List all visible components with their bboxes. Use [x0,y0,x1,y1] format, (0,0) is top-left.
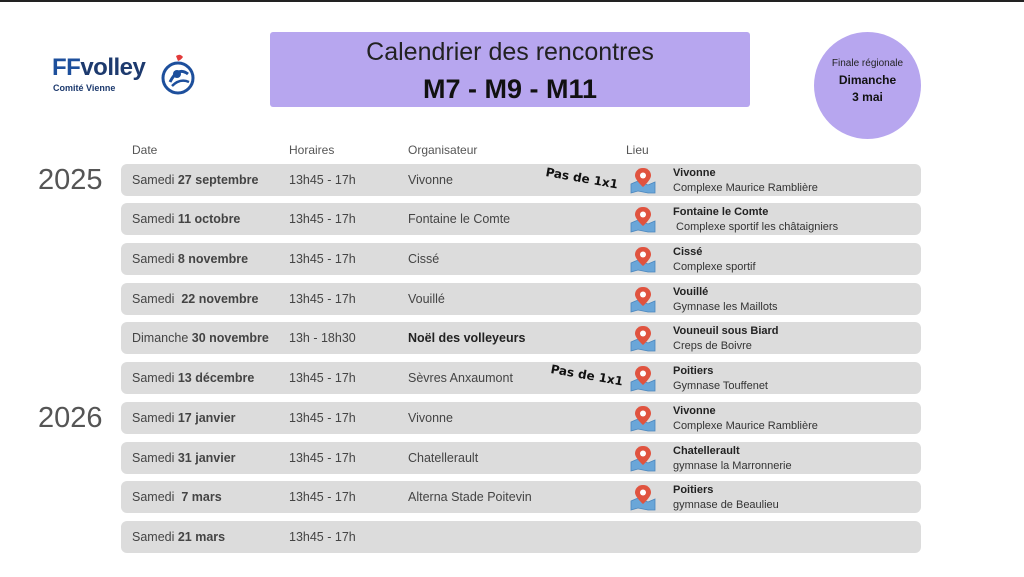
no-1x1-stamp: Pas de 1x1 [549,362,625,389]
row-day-month: 30 novembre [191,331,269,345]
table-row [121,442,921,474]
year-2025: 2025 [38,164,103,196]
row-weekday: Samedi [132,212,178,226]
row-hours: 13h45 - 17h [289,530,356,544]
title-categories: M7 - M9 - M11 [422,74,598,104]
row-day-month: 21 mars [177,530,226,544]
row-day-month: 8 novembre [177,252,249,266]
row-city: Vouillé [673,286,709,298]
table-row [121,203,921,235]
row-organizer: Alterna Stade Poitevin [408,490,532,504]
map-pin-icon[interactable] [628,205,658,233]
row-hours: 13h45 - 17h [289,292,356,306]
row-date [132,411,236,425]
row-city: Vivonne [673,405,716,417]
map-pin-icon[interactable] [628,444,658,472]
header-organisateur: Organisateur [408,143,478,157]
logo-subtitle: Comité Vienne [53,83,116,93]
table-row [121,283,921,315]
rooster-logo-icon [156,52,200,96]
row-organizer: Fontaine le Comte [408,212,511,226]
table-row [121,362,921,394]
row-hours: 13h45 - 17h [289,173,356,187]
row-weekday: Samedi [132,490,182,504]
row-day-month: 31 janvier [177,451,236,465]
row-day-month: 17 janvier [177,411,236,425]
table-row [121,402,921,434]
row-city: Vivonne [673,167,716,179]
row-hours: 13h - 18h30 [289,331,356,345]
no-1x1-stamp: Pas de 1x1 [544,165,620,192]
row-day-month: 11 octobre [177,212,241,226]
top-border [0,0,1024,2]
table-row [121,322,921,354]
row-venue: Creps de Boivre [673,340,752,352]
row-city: Vouneuil sous Biard [673,325,779,337]
row-hours: 13h45 - 17h [289,411,356,425]
row-day-month: 22 novembre [181,292,259,306]
finale-day: Dimanche [838,73,897,87]
header-date: Date [132,143,158,157]
row-venue: gymnase de Beaulieu [673,499,779,511]
row-organizer: Cissé [408,252,440,266]
map-pin-icon[interactable] [628,285,658,313]
row-weekday: Samedi [132,252,178,266]
row-date [132,173,258,187]
row-date [132,292,258,306]
row-date [132,530,225,544]
row-date [132,451,236,465]
row-weekday: Dimanche [132,331,192,345]
table-row [121,521,921,553]
map-pin-icon[interactable] [628,404,658,432]
row-venue: Complexe Maurice Ramblière [673,182,818,194]
table-row [121,481,921,513]
year-2026: 2026 [38,402,103,434]
row-hours: 13h45 - 17h [289,490,356,504]
row-organizer: Vivonne [408,411,453,425]
row-organizer: Sèvres Anxaumont [408,371,513,385]
logo-volley: volley [80,54,146,81]
row-venue: gymnase la Marronnerie [673,460,792,472]
map-pin-icon[interactable] [628,245,658,273]
row-weekday: Samedi [132,371,178,385]
title-banner [270,32,750,107]
row-venue: Complexe Maurice Ramblière [673,420,818,432]
row-hours: 13h45 - 17h [289,212,356,226]
row-weekday: Samedi [132,173,178,187]
row-venue: Gymnase les Maillots [673,301,778,313]
row-weekday: Samedi [132,530,178,544]
row-venue: Complexe sportif [673,261,756,273]
row-city: Poitiers [673,365,714,377]
finale-badge [814,32,921,139]
row-city: Poitiers [673,484,714,496]
row-city: Fontaine le Comte [673,206,769,218]
row-day-month: 13 décembre [177,371,255,385]
row-day-month: 7 mars [181,490,222,504]
header-lieu: Lieu [626,143,649,157]
row-organizer: Noël des volleyeurs [408,331,526,345]
row-organizer: Vivonne [408,173,453,187]
finale-date: 3 mai [852,90,883,104]
row-weekday: Samedi [132,451,178,465]
row-weekday: Samedi [132,411,178,425]
row-city: Cissé [673,246,703,258]
logo-wordmark [52,54,145,82]
logo-ff: FF [52,54,81,81]
row-venue: Gymnase Touffenet [673,380,768,392]
row-venue: Complexe sportif les châtaigniers [673,221,839,233]
row-hours: 13h45 - 17h [289,371,356,385]
row-hours: 13h45 - 17h [289,252,356,266]
map-pin-icon[interactable] [628,324,658,352]
table-row [121,243,921,275]
row-organizer: Vouillé [408,292,445,306]
row-hours: 13h45 - 17h [289,451,356,465]
row-organizer: Chatellerault [408,451,479,465]
title-main: Calendrier des rencontres [366,38,654,66]
row-date [132,212,240,226]
map-pin-icon[interactable] [628,166,658,194]
row-date [132,331,269,345]
table-row [121,164,921,196]
row-city: Chatellerault [673,445,740,457]
row-weekday: Samedi [132,292,182,306]
map-pin-icon[interactable] [628,364,658,392]
map-pin-icon[interactable] [628,483,658,511]
row-date [132,252,248,266]
ffvolley-logo [52,52,202,100]
row-day-month: 27 septembre [177,173,259,187]
finale-label: Finale régionale [831,58,904,69]
row-date [132,371,254,385]
header-horaires: Horaires [289,143,335,157]
row-date [132,490,222,504]
